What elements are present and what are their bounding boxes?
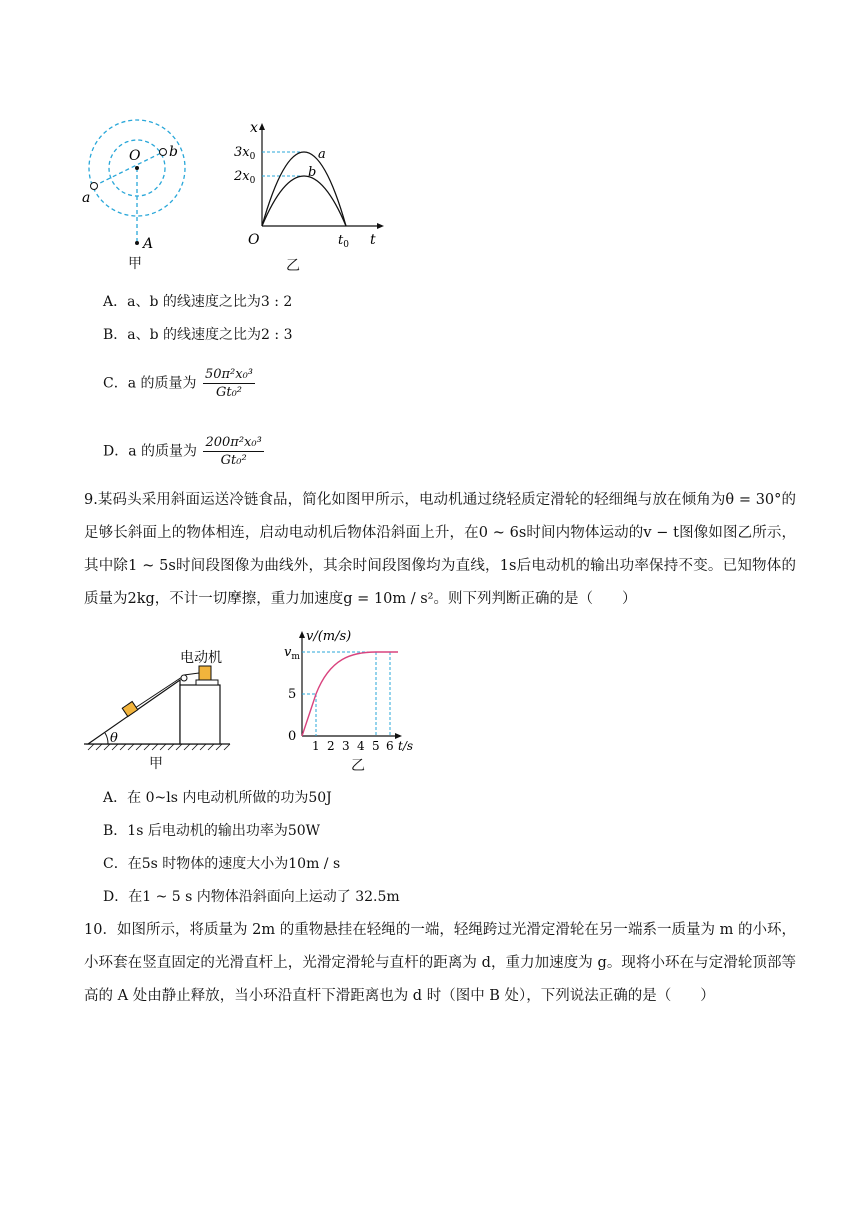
q10-stem: 10．如图所示，将质量为 2m 的重物悬挂在轻绳的一端，轻绳跨过光滑定滑轮在另一端系一质量为 m 的小环，小环套在竖直固定的光滑直杆上，光滑定滑轮与直杆的距离为 d，重力加速度为 g。现将小环在与定滑轮顶部等高的 A 处由静止释放，当小环沿直杆下滑距离也为 d 时（图中 B 处），下列说法正确的是（ ） xyxy=(84,922,796,1004)
star-a xyxy=(91,183,98,190)
fraction-denominator: Gt₀² xyxy=(215,385,243,400)
option-text: 在 0~ls 内电动机所做的功为50J xyxy=(127,790,332,806)
option-text: 在1 ~ 5 s 内物体沿斜面向上运动了 32.5m xyxy=(128,889,400,905)
origin-label: O xyxy=(248,232,260,248)
theta-label: θ xyxy=(110,731,118,746)
option-letter: D． xyxy=(103,443,129,460)
motor xyxy=(199,666,211,680)
fig9-right-caption: 乙 xyxy=(351,758,365,774)
q9-option-d xyxy=(103,885,400,909)
fig9-vt-graph xyxy=(280,622,430,757)
fig8-right-caption: 乙 xyxy=(286,258,300,274)
fig8-left-caption: 甲 xyxy=(128,256,142,272)
option-letter: C． xyxy=(103,375,128,392)
label-b: b xyxy=(169,144,178,160)
label-a: a xyxy=(82,190,91,206)
q8-option-b xyxy=(103,323,293,347)
vm-label: $v_m$ xyxy=(284,645,300,662)
fig8-xt-graph xyxy=(232,118,392,248)
option-letter: A． xyxy=(103,294,128,310)
t-axis-arrow xyxy=(377,223,384,229)
five-label: 5 xyxy=(288,687,297,702)
motor-rope xyxy=(184,673,199,675)
x-axis-arrow xyxy=(259,123,265,130)
tick-6: 6 xyxy=(386,739,394,753)
curve-a xyxy=(262,152,346,226)
point-A-dot xyxy=(135,241,139,245)
zero-label: 0 xyxy=(288,729,297,744)
tick-2: 2 xyxy=(327,739,335,753)
motor-label: 电动机 xyxy=(180,650,222,666)
q9-option-a xyxy=(103,786,332,810)
tick-1: 1 xyxy=(312,739,320,753)
mass-fraction-d xyxy=(203,434,263,469)
x-axis-label: x xyxy=(250,120,258,136)
label-A: A xyxy=(143,236,154,252)
tick-3: 3 xyxy=(342,739,350,753)
t-axis-label: t xyxy=(370,232,376,248)
motor-base xyxy=(196,680,218,685)
option-text: 在5s 时物体的速度大小为10m / s xyxy=(127,856,341,872)
fig9-left-caption: 甲 xyxy=(149,756,163,772)
curve-b-label: b xyxy=(308,165,317,180)
q9-stem: 9.某码头采用斜面运送冷链食品，简化如图甲所示，电动机通过绕轻质定滑轮的轻细绳与放在倾角为θ = 30°的足够长斜面上的物体相连，启动电动机后物体沿斜面上升，在0 ~ 6s时间内物体运动的v − t图像如图乙所示，其中除1 ~ 5s时间段图像为曲线外，其余时间段图像均为直线，1s后电动机的输出功率保持不变。已知物体的质量为2kg，不计一切摩擦，重力加速度g = 10m / s²。则下列判断正确的是（ ） xyxy=(84,492,796,607)
v-axis-arrow xyxy=(299,631,305,638)
label-O: O xyxy=(129,148,141,164)
option-letter: B． xyxy=(103,327,128,343)
2x0-label: $2x_0$ xyxy=(234,169,256,186)
option-letter: B． xyxy=(103,823,128,839)
motor-stand xyxy=(180,685,220,744)
fraction-numerator: 200π²x₀³ xyxy=(205,435,262,450)
pulley xyxy=(181,675,187,681)
curve-b xyxy=(262,176,346,226)
option-text: a、b 的线速度之比为3 : 2 xyxy=(127,294,293,310)
curve-a-label: a xyxy=(318,147,326,162)
t-axis-label: t/s xyxy=(398,739,414,753)
option-letter: C． xyxy=(103,856,128,872)
fraction-denominator: Gt₀² xyxy=(220,453,247,468)
option-text: a、b 的线速度之比为2 : 3 xyxy=(127,327,293,343)
tick-5: 5 xyxy=(372,739,380,753)
velocity-curve xyxy=(302,652,398,736)
q9-option-c xyxy=(103,852,340,876)
q8-option-c xyxy=(103,366,255,401)
option-prefix: a 的质量为 xyxy=(127,375,197,392)
option-letter: A． xyxy=(103,790,128,806)
fraction-numerator: 50π²x₀³ xyxy=(204,367,254,382)
tick-4: 4 xyxy=(357,739,365,753)
option-text: 1s 后电动机的输出功率为50W xyxy=(127,823,321,839)
q8-option-a xyxy=(103,290,292,314)
star-b xyxy=(160,149,167,156)
mass-fraction-c xyxy=(203,366,255,401)
q9-option-b xyxy=(103,819,320,843)
3x0-label: $3x_0$ xyxy=(234,145,256,162)
option-prefix: a 的质量为 xyxy=(128,443,198,460)
t0-label: $t_0$ xyxy=(338,233,349,248)
v-axis-label: v/(m/s) xyxy=(306,629,352,644)
option-letter: D． xyxy=(103,889,129,905)
center-O-dot xyxy=(135,166,139,170)
q8-option-d xyxy=(103,434,264,469)
